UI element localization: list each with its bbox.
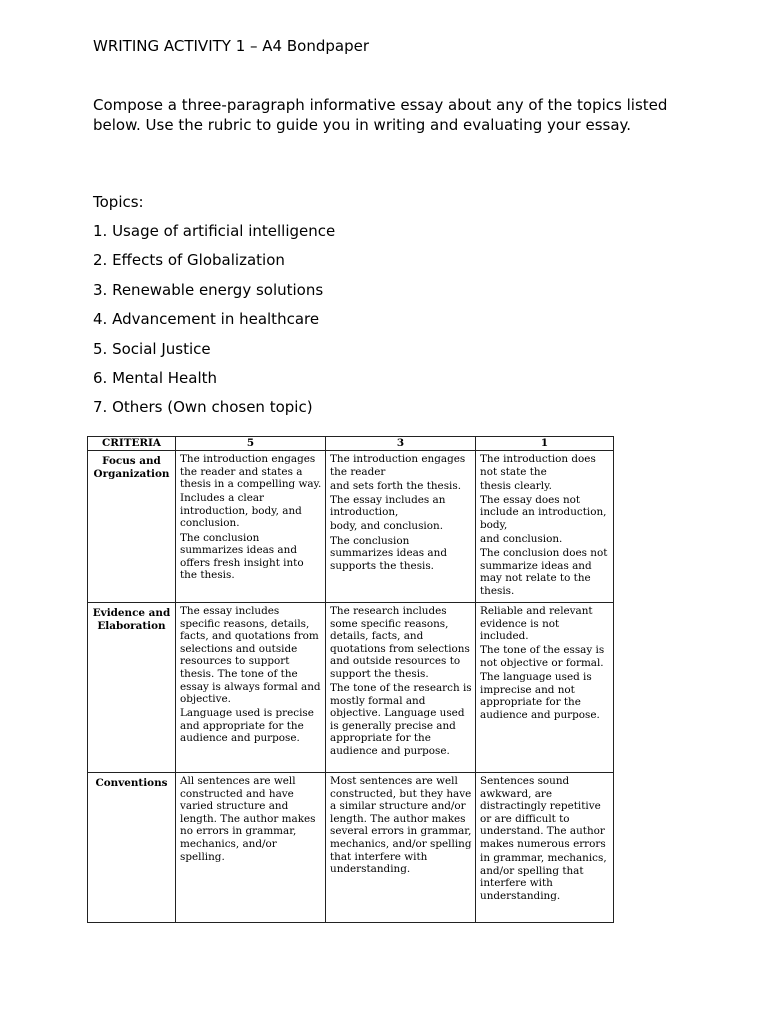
topic-item: 1. Usage of artificial intelligence <box>93 222 336 240</box>
rubric-table <box>87 436 614 923</box>
rubric-text: Most sentences are well constructed, but they have a similar structure and/or length. The author makes several errors in grammar, mechanics, and/or spelling that interfere with understanding. <box>330 775 472 876</box>
rubric-header-score-3: 3 <box>326 437 476 451</box>
score-3-cell <box>326 603 476 773</box>
rubric-text: The essay does not include an introduction, body, <box>480 493 607 531</box>
rubric-text: body, and conclusion. <box>330 520 444 533</box>
rubric-text: All sentences are well constructed and have varied structure and length. The author makes no errors in grammar, mechanics, and/or spelling. <box>180 775 316 863</box>
rubric-header-score-1: 1 <box>476 437 614 451</box>
rubric-header-criteria: CRITERIA <box>88 437 176 451</box>
rubric-text: The introduction engages the reader and states a thesis in a compelling way. <box>180 453 322 491</box>
rubric-text: The introduction does not state the <box>480 453 596 478</box>
score-3-cell <box>326 773 476 923</box>
score-1-cell <box>476 451 614 603</box>
page-title: WRITING ACTIVITY 1 – A4 Bondpaper <box>93 37 369 55</box>
score-1-cell <box>476 603 614 773</box>
topics-list <box>93 222 335 428</box>
rubric-text: The essay includes specific reasons, details, facts, and quotations from selections and outside resources to support thesis. The tone of the essay is always formal and objective. <box>180 605 321 706</box>
rubric-text: thesis clearly. <box>480 479 552 492</box>
rubric-text: The tone of the essay is not objective or formal. <box>480 644 605 669</box>
topic-item: 6. Mental Health <box>93 368 218 387</box>
rubric-text: The conclusion summarizes ideas and supports the thesis. <box>330 534 447 572</box>
rubric-text: The introduction engages the reader <box>330 453 466 478</box>
rubric-row-evidence-elaboration <box>88 603 614 773</box>
criteria-cell: Focus and Organization <box>88 451 176 603</box>
rubric-text: The essay includes an introduction, <box>330 493 446 519</box>
topic-item: 5. Social Justice <box>93 339 211 358</box>
criteria-cell: Conventions <box>88 773 176 923</box>
rubric-text: The conclusion summarizes ideas and offers fresh insight into the thesis. <box>180 531 304 582</box>
score-5-cell <box>176 451 326 603</box>
score-3-cell <box>326 451 476 603</box>
rubric-text: and sets forth the thesis. <box>330 479 461 492</box>
rubric-text: in grammar, mechanics, and/or spelling that interfere with understanding. <box>480 852 607 902</box>
rubric-text: The tone of the research is mostly formal and objective. Language used is generally precise and appropriate for the audience and purpose. <box>330 682 472 758</box>
rubric-text: Language used is precise and appropriate for the audience and purpose. <box>180 707 314 745</box>
rubric-text: and conclusion. <box>480 533 563 546</box>
topic-item: 2. Effects of Globalization <box>93 251 285 270</box>
rubric-row-conventions <box>88 773 614 923</box>
rubric-text: Reliable and relevant evidence is not included. <box>480 605 593 643</box>
rubric-header-score-5: 5 <box>176 437 326 451</box>
score-5-cell <box>176 603 326 773</box>
topic-item: 3. Renewable energy solutions <box>93 280 324 299</box>
score-5-cell <box>176 773 326 923</box>
rubric-header-row <box>88 437 614 451</box>
rubric-text: Includes a clear introduction, body, and conclusion. <box>180 492 302 530</box>
criteria-cell: Evidence and Elaboration <box>88 603 176 773</box>
rubric-text: The research includes some specific reasons, details, facts, and quotations from selections and outside resources to support the thesis. <box>330 605 470 680</box>
topic-item: 4. Advancement in healthcare <box>93 310 320 329</box>
instructions-paragraph: Compose a three-paragraph informative essay about any of the topics listed below. Use the rubric to guide you in writing and evaluating your essay. <box>93 96 668 134</box>
rubric-text: The language used is imprecise and not appropriate for the audience and purpose. <box>480 671 600 721</box>
topic-item: 7. Others (Own chosen topic) <box>93 398 313 417</box>
topics-heading: Topics: <box>93 193 144 211</box>
rubric-text: The conclusion does not summarize ideas and may not relate to the thesis. <box>480 547 608 597</box>
rubric-text: Sentences sound awkward, are distractingly repetitive or are difficult to understand. The author makes numerous errors <box>480 775 606 850</box>
score-1-cell <box>476 773 614 923</box>
rubric-row-focus-organization <box>88 451 614 603</box>
